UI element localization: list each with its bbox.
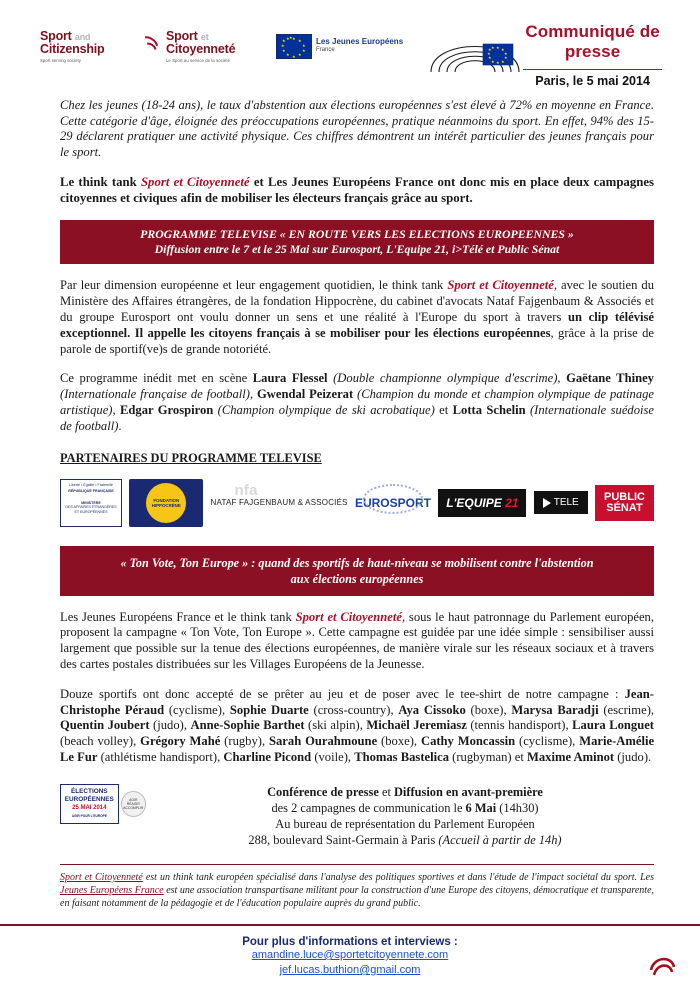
hemicycle-icon xyxy=(427,18,523,74)
athlete-name: Grégory Mahé xyxy=(140,734,221,749)
athlete-name: Jean-Christophe Péraud xyxy=(60,686,654,717)
banner1-line1: PROGRAMME TELEVISE « EN ROUTE VERS LES ELECTIONS EUROPEENNES » xyxy=(140,227,574,242)
press-date: Paris, le 5 mai 2014 xyxy=(523,69,662,88)
athlete-name: Cathy Moncassin xyxy=(420,734,516,749)
lequipe-number: 21 xyxy=(505,495,519,510)
jeunes-subtitle: France xyxy=(316,47,335,53)
press-release-heading xyxy=(523,18,676,88)
sep: , xyxy=(217,749,224,764)
eurosport-label: EUROSPORT xyxy=(354,495,431,510)
footnote-link-jeunes-europeens[interactable]: Jeunes Européens France xyxy=(60,884,164,896)
athlete-name: Sophie Duarte xyxy=(229,702,309,717)
athlete-name: Sarah Ourahmoune xyxy=(269,734,378,749)
campaign-text-b: , sous le haut patronnage du Parlement européen, proposent la campagne « Ton Vote, Ton Europe ». Cette campagne est guidée par une idée simple : sensibiliser aussi largement que possible sur la tenue des élections européennes, de manière virale sur les réseaux sociaux et à travers des cartes postales distribuées sur les Villages Européens de la Jeunesse. xyxy=(60,609,654,671)
sport-et-citoyennete-logo xyxy=(166,30,254,63)
svg-text:★: ★ xyxy=(491,45,495,50)
program-text-c: un clip télévisé exceptionnel. Il appelle les citoyens français à se mobiliser pour les élections européennes xyxy=(60,309,654,340)
athlete-sport: (judo) xyxy=(614,749,649,764)
banner-tv-program xyxy=(60,220,654,264)
logo-fr-word2: Citoyenneté xyxy=(166,41,236,56)
sep: et xyxy=(434,402,453,417)
svg-text:★: ★ xyxy=(501,47,505,52)
sep: , xyxy=(413,734,421,749)
athlete-name: Quentin Joubert xyxy=(60,718,150,733)
footnote-text-2: est une association transpartisane militant pour la construction d'une Europe des citoyens, démocratique et transparente, en faisant notamment de la pédagogie et de l'éducation populaire auprès du grand public. xyxy=(60,884,655,909)
badge-line4: AGIR POUR L'EUROPE xyxy=(71,813,107,818)
partner-logo-hippocrene xyxy=(129,478,203,528)
svg-text:★: ★ xyxy=(488,47,492,52)
eurosport-ring-icon xyxy=(363,484,423,514)
logo-fr-tagline: Le Sport au service de la société xyxy=(166,57,231,63)
badge-line1: ÉLECTIONS xyxy=(71,787,108,795)
athlete-sport: (rugby) xyxy=(220,734,262,749)
svg-text:★: ★ xyxy=(496,45,500,50)
footer-title: Pour plus d'informations et interviews : xyxy=(242,936,458,948)
athlete-sport: (tennis handisport) xyxy=(466,718,566,733)
sep: . xyxy=(118,418,122,433)
logo-fr-word1: Sport xyxy=(166,28,198,43)
conference-welcome: (Accueil à partir de 14h) xyxy=(438,832,562,847)
athlete-name: Thomas Bastelica xyxy=(354,749,449,764)
conference-address: 288, boulevard Saint-Germain à Paris xyxy=(248,832,439,847)
conference-details xyxy=(156,784,654,848)
athlete-name: Michaël Jeremiasz xyxy=(366,718,467,733)
brand-name: Sport et Citoyenneté xyxy=(447,278,554,293)
jeunes-europeens-logo xyxy=(276,34,403,59)
nataf-label: NATAF FAJGENBAUM & ASSOCIÉS xyxy=(210,498,348,508)
intro-paragraph: Chez les jeunes (18-24 ans), le taux d'abstention aux élections européennes s'est élevé à 72% en moyenne en France. Cette catégorie d'âge, éloignée des préoccupations européennes, pratique néanmoins du sport. En effet, 94% des 15-29 déclarent pratiquer une activité physique. Ces chiffres démontrent un intérêt particulier des jeunes français pour le sport. xyxy=(60,98,654,159)
page-title: Communiqué de presse xyxy=(525,22,660,61)
athlete-sport: (cyclisme) xyxy=(164,702,222,717)
sep: , xyxy=(572,734,580,749)
lead-text-1: Le think tank xyxy=(60,175,141,190)
conference-type: Conférence de presse xyxy=(267,784,379,799)
conference-text-a: des 2 campagnes de communication le xyxy=(271,800,466,815)
sep: , xyxy=(650,702,655,717)
svg-text:★: ★ xyxy=(504,51,508,56)
svg-text:★: ★ xyxy=(504,55,508,60)
banner1-line2: Diffusion entre le 7 et le 25 Mai sur Eurosport, L'Equipe 21, i>Télé et Public Sénat xyxy=(154,242,560,257)
program-text-a: Par leur dimension européenne et leur engagement quotidien, le think tank xyxy=(60,278,448,293)
program-text-d: , grâce à la prise de parole de sportif(ve)s de grande notoriété. xyxy=(60,325,654,356)
athlete-role: (Double championne olympique d'escrime) xyxy=(327,371,558,386)
logo-en-word1: Sport xyxy=(40,28,72,43)
elections-europeennes-badge xyxy=(60,784,119,824)
partners-heading: PARTENAIRES DU PROGRAMME TELEVISE xyxy=(60,450,322,465)
partner-logos-row xyxy=(60,476,654,530)
cast-intro: Ce programme inédit met en scène xyxy=(60,371,253,386)
agir-line2: RÉAGIR xyxy=(126,801,140,806)
athlete-role: (Champion olympique de ski acrobatique) xyxy=(213,402,435,417)
sep: , xyxy=(503,702,512,717)
footer-email-1[interactable]: amandine.luce@sportetcitoyennete.com xyxy=(251,949,449,961)
sep: , xyxy=(112,402,121,417)
partner-logo-itele xyxy=(534,478,588,528)
conference-time: (14h30) xyxy=(496,800,539,815)
sep: , xyxy=(390,702,399,717)
footnote xyxy=(60,864,654,910)
athlete-role: (Champion du monde et champion olympique de patinage artistique) xyxy=(60,387,655,417)
footer-email-2[interactable]: jef.lucas.buthion@gmail.com xyxy=(279,964,421,976)
sep: , xyxy=(557,371,567,386)
agir-line3: ACCOMPLIR xyxy=(123,805,144,810)
brand-name: Sport et Citoyenneté xyxy=(295,609,402,624)
banner2-line2: aux élections européennes xyxy=(290,571,424,586)
elections-badge-group xyxy=(60,784,146,824)
athlete-name: Laura Longuet xyxy=(572,718,655,733)
lead-text-2: et Les Jeunes Européens France ont donc mis en place deux campagnes citoyennes et civiques afin de mobiliser les électeurs français grâce au sport. xyxy=(60,175,655,206)
jeunes-title: Les Jeunes Européens xyxy=(316,37,404,46)
european-parliament-logo xyxy=(427,18,523,74)
athlete-sport: (cross-country) xyxy=(308,702,391,717)
conference-line4 xyxy=(156,832,654,848)
athlete-sport: (escrime) xyxy=(598,702,651,717)
sep: , xyxy=(249,387,257,402)
athletes-intro: Douze sportifs ont donc accepté de se prêter au jeu et de poser avec le tee-shirt de notre campagne : xyxy=(60,686,625,701)
conference-line2 xyxy=(156,800,654,816)
marianne-ministry-sub: DES AFFAIRES ÉTRANGÈRES ET EUROPÉENNES xyxy=(65,505,117,514)
marianne-motto: Liberté • Égalité • Fraternité xyxy=(69,482,113,487)
partner-logo-lequipe21 xyxy=(438,478,526,528)
athlete-name: Edgar Grospiron xyxy=(120,402,214,417)
athlete-name: Gaëtane Thiney xyxy=(566,371,654,386)
sport-and-citizenship-logo xyxy=(40,30,128,63)
logo-en-and: and xyxy=(74,31,91,42)
conference-date: 6 Mai xyxy=(465,800,497,815)
play-triangle-icon xyxy=(543,498,551,508)
partner-logo-ministere xyxy=(60,478,122,528)
banner-ton-vote-ton-europe xyxy=(60,546,654,596)
conference-line1 xyxy=(156,784,654,800)
athlete-name: Gwendal Peizerat xyxy=(256,387,354,402)
footnote-link-sport-citoyennete[interactable]: Sport et Citoyenneté xyxy=(60,871,143,883)
footnote-text-1: est un think tank européen spécialisé dans l'analyse des politiques sportives et dans l'étude de l'impact sociétal du sport. Les xyxy=(142,871,654,883)
logo-en-word2: Citizenship xyxy=(40,41,105,56)
partner-logo-public-senat xyxy=(595,478,654,528)
public-senat-line1: PUBLIC xyxy=(604,490,645,503)
lead-paragraph xyxy=(60,174,654,206)
marianne-ministry: MINISTÈRE xyxy=(81,500,101,505)
sep: et xyxy=(378,784,394,799)
campaign-text-a: Les Jeunes Européens France et le think tank xyxy=(60,609,296,624)
document-header xyxy=(0,0,700,88)
document-footer xyxy=(0,924,700,990)
sep: , xyxy=(359,718,367,733)
athletes-paragraph xyxy=(60,687,654,766)
brand-name: Sport et Citoyenneté xyxy=(140,175,250,190)
campaign-paragraph xyxy=(60,610,654,673)
logo-fr-and: et xyxy=(200,31,209,42)
lequipe-label: L'EQUIPE xyxy=(446,495,506,510)
partner-logo-eurosport xyxy=(355,478,431,528)
athlete-sport: (voile) xyxy=(311,749,348,764)
itele-label: TELE xyxy=(553,497,579,509)
sep: , xyxy=(565,718,573,733)
athlete-name: Charline Picond xyxy=(223,749,312,764)
hippocrene-label: FONDATION HIPPOCRÈNE xyxy=(146,483,186,523)
athlete-sport: (boxe) xyxy=(377,734,414,749)
cast-paragraph xyxy=(60,371,654,434)
athlete-sport: (ski alpin) xyxy=(304,718,360,733)
athlete-name: Marysa Baradji xyxy=(511,702,599,717)
athlete-sport: (judo) xyxy=(149,718,184,733)
athlete-sport: (cyclisme) xyxy=(515,734,573,749)
sep: , xyxy=(183,718,191,733)
svg-text:★: ★ xyxy=(488,55,492,60)
agir-line1: AGIR xyxy=(129,797,138,802)
athlete-sport: (athlétisme handisport) xyxy=(97,749,218,764)
athlete-role: (Internationale suédoise de football) xyxy=(60,402,654,433)
svg-text:★: ★ xyxy=(496,60,500,65)
svg-text:★: ★ xyxy=(501,59,505,64)
marianne-republic: RÉPUBLIQUE FRANÇAISE xyxy=(68,489,114,494)
athlete-name: Maxime Aminot xyxy=(527,749,615,764)
athlete-name: Laura Flessel xyxy=(252,371,328,386)
sep: , xyxy=(347,749,355,764)
athlete-name: Lotta Schelin xyxy=(452,402,526,417)
program-paragraph xyxy=(60,278,654,357)
athlete-name: Marie-Amélie Le Fur xyxy=(60,734,655,764)
banner2-line1: « Ton Vote, Ton Europe » : quand des sportifs de haut-niveau se mobilisent contre l'abstention xyxy=(120,555,594,570)
eu-flag-icon: ★ ★ ★ ★ ★ ★ ★ ★ ★ ★ ★ ★ xyxy=(276,34,312,59)
agir-reagir-accomplir-badge xyxy=(121,791,146,817)
badge-line2: EUROPÉENNES xyxy=(64,795,114,803)
sep: , xyxy=(133,734,141,749)
sep: . xyxy=(648,749,652,764)
badge-line3: 25 MAI 2014 xyxy=(72,804,107,811)
athlete-name: Aya Cissoko xyxy=(398,702,466,717)
program-text-b: , avec le soutien du Ministère des Affaires étrangères, de la fondation Hippocrène, du cabinet d'avocats Nataf Fajgenbaum & Associés et du groupe Eurosport ont voulu donner un sens et une réalité à l'Europe du sport à travers xyxy=(60,278,654,324)
partner-logo-nataf xyxy=(211,478,348,528)
athlete-role: (Internationale française de football) xyxy=(60,387,250,402)
athlete-sport: (boxe) xyxy=(465,702,504,717)
athlete-sport: (beach volley) xyxy=(60,734,134,749)
svg-text:★: ★ xyxy=(487,51,491,56)
public-senat-line2: SÉNAT xyxy=(606,501,643,514)
athlete-sport: (rugbyman) xyxy=(449,749,512,764)
swoosh-icon xyxy=(136,35,158,57)
logo-group xyxy=(40,18,523,74)
conference-premiere: Diffusion en avant-première xyxy=(393,784,543,799)
footer-swoosh-icon xyxy=(648,950,678,980)
svg-text:★: ★ xyxy=(491,59,495,64)
nfa-watermark: nfa xyxy=(234,482,258,500)
sep: , xyxy=(221,702,230,717)
sep: , xyxy=(261,734,269,749)
conference-line3: Au bureau de représentation du Parlement Européen xyxy=(275,816,535,831)
conference-block xyxy=(60,784,654,848)
athlete-name: Anne-Sophie Barthet xyxy=(190,718,305,733)
document-body xyxy=(0,98,700,910)
sep: et xyxy=(511,749,527,764)
logo-en-tagline: Sport serving society xyxy=(40,57,81,63)
